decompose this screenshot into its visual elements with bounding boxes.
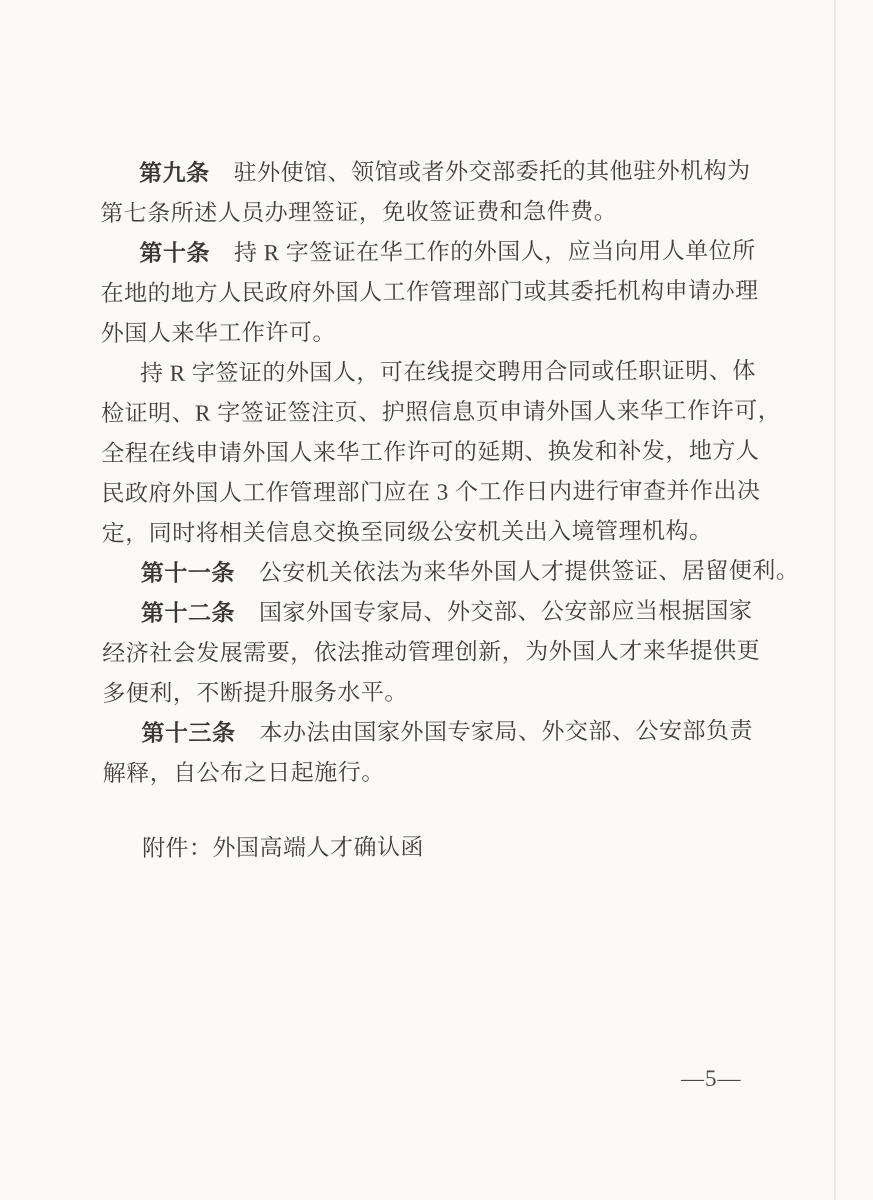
text-line bbox=[101, 311, 751, 354]
line-text: 外国人来华工作许可。 bbox=[100, 319, 336, 346]
line-text: 持 R 字签证的外国人，可在线提交聘用合同或任职证明、体 bbox=[139, 358, 756, 386]
attachment-text: 附件：外国高端人才确认函 bbox=[141, 834, 425, 861]
text-line bbox=[102, 591, 752, 634]
line-text: 检证明、R 字签证签注页、护照信息页申请外国人来华工作许可， bbox=[101, 398, 782, 426]
text-line bbox=[101, 471, 761, 514]
line-text: 定，同时将相关信息交换至同级公安机关出入境管理机构。 bbox=[101, 518, 713, 546]
scan-edge-line bbox=[834, 0, 836, 1200]
line-text: 经济社会发展需要，依法推动管理创新，为外国人才来华提供更 bbox=[102, 638, 761, 666]
line-text: 第七条所述人员办理签证，免收签证费和急件费。 bbox=[100, 198, 618, 226]
article-number: 第十三条 bbox=[141, 720, 236, 746]
text-line bbox=[102, 511, 752, 554]
line-text: 持 R 字签证在华工作的外国人，应当向用人单位所 bbox=[233, 238, 756, 266]
text-line bbox=[100, 271, 759, 314]
text-line bbox=[100, 231, 756, 274]
article-number: 第十二条 bbox=[140, 600, 236, 626]
text-line bbox=[102, 671, 752, 714]
text-line bbox=[100, 191, 750, 234]
text-line bbox=[102, 551, 800, 594]
line-text: 在地的地方人民政府外国人工作管理部门或其委托机构申请办理 bbox=[100, 278, 759, 306]
text-line bbox=[102, 711, 752, 754]
line-text: 公安机关依法为来华外国人才提供签证、居留便利。 bbox=[258, 557, 800, 586]
attachment-note bbox=[103, 826, 753, 869]
article-number: 第十一条 bbox=[140, 560, 235, 586]
text-line bbox=[102, 631, 761, 674]
line-text: 本办法由国家外国专家局、外交部、公安部负责 bbox=[259, 718, 754, 746]
text-line bbox=[101, 431, 760, 474]
article-number: 第十条 bbox=[139, 240, 210, 266]
line-text: 解释，自公布之日起施行。 bbox=[102, 759, 385, 786]
text-line bbox=[101, 391, 782, 434]
line-text: 国家外国专家局、外交部、公安部应当根据国家 bbox=[258, 598, 753, 626]
article-number: 第九条 bbox=[139, 160, 210, 186]
text-line bbox=[101, 351, 756, 394]
document-body bbox=[100, 151, 800, 869]
text-line bbox=[100, 151, 750, 194]
page-number: —5— bbox=[681, 1066, 742, 1091]
line-text: 全程在线申请外国人来华工作许可的延期、换发和补发，地方人 bbox=[101, 438, 760, 466]
line-text: 驻外使馆、领馆或者外交部委托的其他驻外机构为 bbox=[233, 158, 751, 186]
line-text: 民政府外国人工作管理部门应在 3 个工作日内进行审查并作出决 bbox=[101, 478, 761, 506]
text-line bbox=[103, 751, 753, 794]
line-text: 多便利，不断提升服务水平。 bbox=[102, 679, 408, 706]
